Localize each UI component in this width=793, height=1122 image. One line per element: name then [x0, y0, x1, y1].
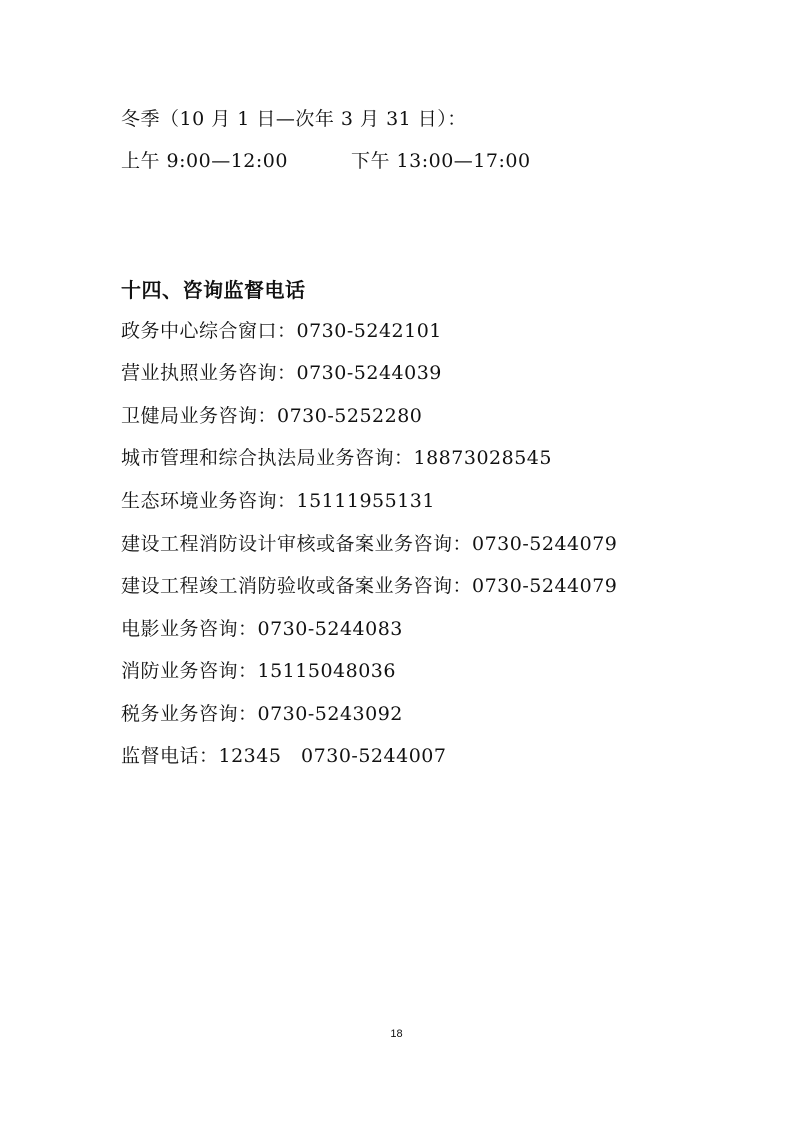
- contact-line: 政务中心综合窗口：0730-5242101: [121, 320, 442, 342]
- contact-line: 建设工程消防设计审核或备案业务咨询：0730-5244079: [121, 533, 618, 555]
- morning-hours: 上午 9:00—12:00: [121, 150, 288, 172]
- contact-line: 消防业务咨询：15115048036: [121, 660, 396, 682]
- section-heading: 十四、咨询监督电话: [121, 278, 306, 302]
- contact-line: 建设工程竣工消防验收或备案业务咨询：0730-5244079: [121, 575, 618, 597]
- contact-line: 生态环境业务咨询：15111955131: [121, 490, 435, 512]
- contact-line: 电影业务咨询：0730-5244083: [121, 618, 403, 640]
- contact-line: 卫健局业务咨询：0730-5252280: [121, 405, 423, 427]
- page-number: 18: [390, 1028, 403, 1040]
- supervision-phone-line: 监督电话：12345 0730-5244007: [121, 745, 447, 767]
- winter-schedule-line: 冬季（10 月 1 日—次年 3 月 31 日）：: [121, 108, 467, 130]
- afternoon-hours: 下午 13:00—17:00: [351, 150, 531, 172]
- contact-line: 城市管理和综合执法局业务咨询：18873028545: [121, 447, 552, 469]
- contact-line: 营业执照业务咨询：0730-5244039: [121, 362, 442, 384]
- contact-line: 税务业务咨询：0730-5243092: [121, 703, 403, 725]
